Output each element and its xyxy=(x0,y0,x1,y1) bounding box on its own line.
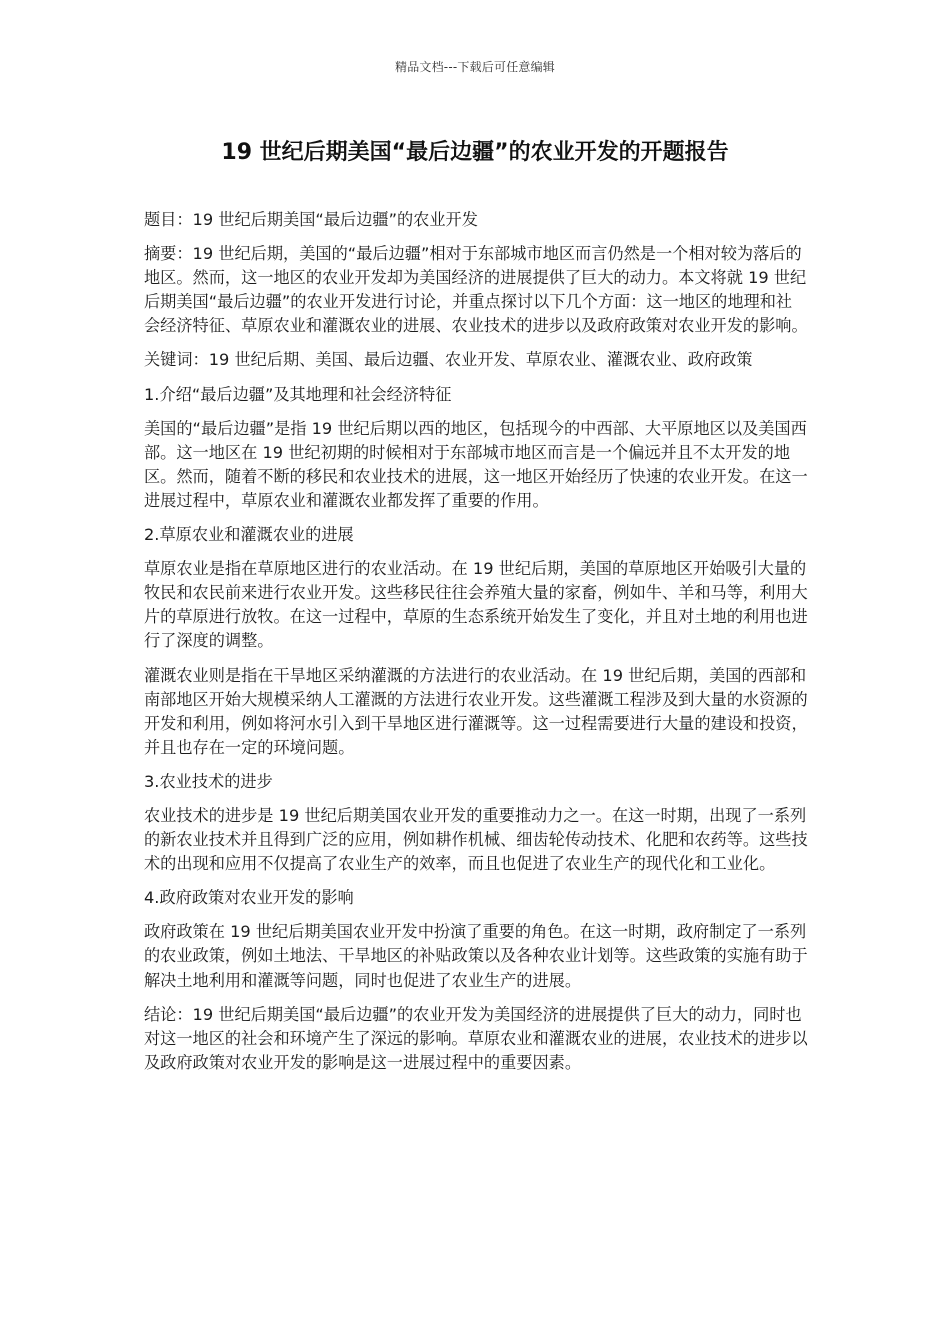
document-body xyxy=(144,208,808,1085)
section-4-paragraph: 政府政策在 19 世纪后期美国农业开发中扮演了重要的角色。在这一时期，政府制定了一系列的农业政策，例如土地法、干旱地区的补贴政策以及各种农业计划等。这些政策的实施有助于解决土地利用和灌溉等问题，同时也促进了农业生产的进展。 xyxy=(144,922,808,990)
header-note: 精品文档---下载后可任意编辑 xyxy=(395,60,555,74)
section-heading-4: 4.政府政策对农业开发的影响 xyxy=(144,888,354,908)
section-heading-1: 1.介绍“最后边疆”及其地理和社会经济特征 xyxy=(144,384,452,404)
section-heading-2: 2.草原农业和灌溉农业的进展 xyxy=(144,525,354,545)
abstract-paragraph: 摘要：19 世纪后期，美国的“最后边疆”相对于东部城市地区而言仍然是一个相对较为落后的地区。然而，这一地区的农业开发却为美国经济的进展提供了巨大的动力。本文将就 19 世纪后期美国“最后边疆”的农业开发进行讨论，并重点探讨以下几个方面：这一地区的地理和社会经济特征、草原农业和灌溉农业的进展、农业技术的进步以及政府政策对农业开发的影响。 xyxy=(144,244,808,336)
section-1-paragraph: 美国的“最后边疆”是指 19 世纪后期以西的地区，包括现今的中西部、大平原地区以及美国西部。这一地区在 19 世纪初期的时候相对于东部城市地区而言是一个偏远并且不太开发的地区。然而，随着不断的移民和农业技术的进展，这一地区开始经历了快速的农业开发。在这一进展过程中，草原农业和灌溉农业都发挥了重要的作用。 xyxy=(144,418,808,510)
section-2-paragraph-grassland: 草原农业是指在草原地区进行的农业活动。在 19 世纪后期，美国的草原地区开始吸引大量的牧民和农民前来进行农业开发。这些移民往往会养殖大量的家畜，例如牛、羊和马等，利用大片的草原进行放牧。在这一过程中，草原的生态系统开始发生了变化，并且对土地的利用也进行了深度的调整。 xyxy=(144,559,808,651)
section-2-paragraph-irrigation: 灌溉农业则是指在干旱地区采纳灌溉的方法进行的农业活动。在 19 世纪后期，美国的西部和南部地区开始大规模采纳人工灌溉的方法进行农业开发。这些灌溉工程涉及到大量的水资源的开发和利用，例如将河水引入到干旱地区进行灌溉等。这一过程需要进行大量的建设和投资，并且也存在一定的环境问题。 xyxy=(144,665,808,757)
topic-line: 题目：19 世纪后期美国“最后边疆”的农业开发 xyxy=(144,210,478,229)
section-heading-3: 3.农业技术的进步 xyxy=(144,771,273,791)
keywords-line: 关键词：19 世纪后期、美国、最后边疆、农业开发、草原农业、灌溉农业、政府政策 xyxy=(144,350,753,370)
conclusion-paragraph: 结论：19 世纪后期美国“最后边疆”的农业开发为美国经济的进展提供了巨大的动力，同时也对这一地区的社会和环境产生了深远的影响。草原农业和灌溉农业的进展，农业技术的进步以及政府政策对农业开发的影响是这一进展过程中的重要因素。 xyxy=(144,1004,808,1072)
document-title: 19 世纪后期美国“最后边疆”的农业开发的开题报告 xyxy=(221,140,729,165)
section-3-paragraph: 农业技术的进步是 19 世纪后期美国农业开发的重要推动力之一。在这一时期，出现了一系列的新农业技术并且得到广泛的应用，例如耕作机械、细齿轮传动技术、化肥和农药等。这些技术的出现和应用不仅提高了农业生产的效率，而且也促进了农业生产的现代化和工业化。 xyxy=(144,805,808,874)
